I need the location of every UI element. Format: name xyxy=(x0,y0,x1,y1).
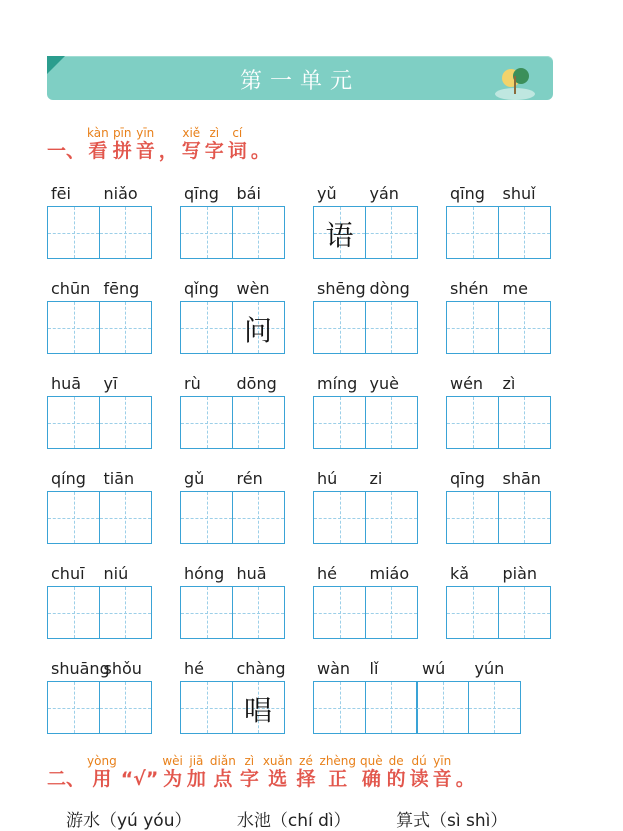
pinyin-syllable: wú xyxy=(422,659,446,678)
heading-hanzi: 看 xyxy=(88,140,108,162)
heading-hanzi: 字 xyxy=(204,140,224,162)
heading-pinyin: dú xyxy=(411,754,427,768)
pinyin-syllable: me xyxy=(502,279,528,298)
pinyin-syllable: yán xyxy=(369,184,399,203)
pinyin-syllable: qīng xyxy=(184,184,219,203)
character-box-group xyxy=(313,491,416,544)
character-box[interactable] xyxy=(446,301,499,354)
pinyin-label-group xyxy=(446,279,551,299)
character-box[interactable] xyxy=(365,396,418,449)
pinyin-label-group xyxy=(313,184,418,204)
pinyin-label-group xyxy=(180,469,285,489)
heading-pinyin: zé xyxy=(299,754,313,768)
tree-icon xyxy=(495,64,535,100)
heading-hanzi: 字 xyxy=(239,768,259,790)
heading-hanzi: 词 xyxy=(227,140,247,162)
pinyin-syllable: yǔ xyxy=(317,184,337,203)
pinyin-syllable: tiān xyxy=(103,469,135,488)
heading-hanzi: 确 xyxy=(361,768,381,790)
heading-hanzi: 。 xyxy=(455,768,475,790)
character-box-group xyxy=(313,301,416,354)
pinyin-syllable: chūn xyxy=(51,279,91,298)
heading-pinyin: zì xyxy=(244,754,255,768)
character-box[interactable] xyxy=(180,396,233,449)
character-box[interactable] xyxy=(365,301,418,354)
heading-char xyxy=(187,754,206,790)
pinyin-label-group xyxy=(313,279,418,299)
unit-banner xyxy=(47,56,553,100)
character-box-group xyxy=(313,206,416,259)
pinyin-syllable: huā xyxy=(236,564,267,583)
character-box[interactable] xyxy=(468,681,521,734)
pinyin-label-group xyxy=(180,659,285,679)
character-box[interactable] xyxy=(446,586,499,639)
heading-char xyxy=(205,126,224,162)
heading-hanzi: 拼 xyxy=(112,140,132,162)
character-box[interactable] xyxy=(47,491,100,544)
character-box[interactable] xyxy=(99,491,152,544)
pinyin-syllable: hóng xyxy=(184,564,225,583)
heading-char xyxy=(297,754,316,790)
character-box[interactable] xyxy=(99,586,152,639)
pinyin-syllable: shuāng xyxy=(51,659,110,678)
character-box[interactable] xyxy=(232,301,285,354)
character-box-group xyxy=(180,301,283,354)
heading-char xyxy=(87,754,117,790)
heading-hanzi: 写 xyxy=(181,140,201,162)
pinyin-syllable: rén xyxy=(236,469,263,488)
character: 唱 xyxy=(243,694,272,727)
heading-char xyxy=(113,126,132,162)
pinyin-syllable: niú xyxy=(103,564,129,583)
character-box[interactable] xyxy=(180,586,233,639)
heading-pinyin: xiě xyxy=(182,126,201,140)
heading-pinyin: zì xyxy=(209,126,220,140)
pinyin-syllable: dòng xyxy=(369,279,410,298)
character-box[interactable] xyxy=(47,586,100,639)
character-box-group xyxy=(313,586,416,639)
pinyin-syllable: lǐ xyxy=(369,659,379,678)
pinyin-syllable: niǎo xyxy=(103,184,138,203)
pinyin-syllable: piàn xyxy=(502,564,538,583)
choice-item-3[interactable]: 算式（sì shì） xyxy=(396,811,508,831)
character-box[interactable] xyxy=(47,396,100,449)
character: 语 xyxy=(325,219,354,252)
character-box-group xyxy=(446,586,549,639)
heading-hanzi: 为 xyxy=(163,768,183,790)
pinyin-syllable: míng xyxy=(317,374,358,393)
character-box[interactable] xyxy=(313,396,366,449)
pinyin-syllable: yī xyxy=(103,374,118,393)
pinyin-syllable: qǐng xyxy=(184,279,219,298)
pinyin-syllable: wén xyxy=(450,374,484,393)
character-box[interactable] xyxy=(232,586,285,639)
pinyin-syllable: fēng xyxy=(103,279,140,298)
pinyin-syllable: zi xyxy=(369,469,383,488)
heading-hanzi: 读 xyxy=(409,768,429,790)
character-box[interactable] xyxy=(99,681,152,734)
character: 问 xyxy=(243,314,272,347)
pinyin-label-group xyxy=(313,374,418,394)
heading-char xyxy=(121,754,159,790)
heading-char xyxy=(320,754,357,790)
heading-char xyxy=(410,754,429,790)
pinyin-label-group xyxy=(180,184,285,204)
pinyin-syllable: yún xyxy=(474,659,505,678)
pinyin-syllable: shān xyxy=(502,469,541,488)
heading-pinyin: yòng xyxy=(87,754,117,768)
pinyin-label-group xyxy=(47,659,152,679)
pinyin-label-group xyxy=(313,659,523,679)
pronunciation-choices xyxy=(66,806,547,831)
heading-char xyxy=(456,754,475,790)
pinyin-syllable: hú xyxy=(317,469,338,488)
heading-pinyin: xuǎn xyxy=(262,754,293,768)
character-box[interactable] xyxy=(365,491,418,544)
character-box[interactable] xyxy=(47,681,100,734)
heading-char xyxy=(263,754,293,790)
pinyin-label-group xyxy=(47,564,152,584)
character-box[interactable] xyxy=(99,301,152,354)
pinyin-syllable: shuǐ xyxy=(502,184,536,203)
heading-pinyin: diǎn xyxy=(209,754,236,768)
pinyin-syllable: qīng xyxy=(450,184,485,203)
character-box[interactable] xyxy=(232,681,285,734)
character-box[interactable] xyxy=(232,396,285,449)
pinyin-syllable: hé xyxy=(184,659,204,678)
heading-char xyxy=(433,754,452,790)
choice-item-2[interactable]: 水池（chí dì） xyxy=(236,811,351,831)
heading-hanzi: 。 xyxy=(250,140,270,162)
character-box[interactable] xyxy=(498,491,551,544)
character-box[interactable] xyxy=(47,206,100,259)
character-box[interactable] xyxy=(446,206,499,259)
character-box-group xyxy=(180,206,283,259)
character-box[interactable] xyxy=(232,491,285,544)
pinyin-label-group xyxy=(446,469,551,489)
pinyin-syllable: rù xyxy=(184,374,201,393)
pinyin-syllable: kǎ xyxy=(450,564,470,583)
character-box-group xyxy=(180,396,283,449)
unit-title: 第一单元 xyxy=(239,69,360,94)
character-box[interactable] xyxy=(313,301,366,354)
pinyin-label-group xyxy=(313,469,418,489)
pinyin-syllable: zì xyxy=(502,374,516,393)
heading-char xyxy=(240,754,259,790)
heading-hanzi: 加 xyxy=(186,768,206,790)
heading-hanzi: 的 xyxy=(386,768,406,790)
pinyin-syllable: chàng xyxy=(236,659,286,678)
character-box-group xyxy=(313,396,416,449)
heading-char xyxy=(182,126,201,162)
heading-char xyxy=(87,126,109,162)
character-box-group xyxy=(180,491,283,544)
heading-pinyin: de xyxy=(388,754,404,768)
character-box[interactable] xyxy=(365,681,418,734)
heading-char xyxy=(136,126,155,162)
heading-pinyin: kàn xyxy=(87,126,109,140)
character-box-group xyxy=(47,681,150,734)
heading-hanzi: “√” xyxy=(120,768,159,790)
heading-pinyin: yīn xyxy=(136,126,155,140)
heading-pinyin: cí xyxy=(232,126,243,140)
character-box-group xyxy=(47,206,150,259)
heading-char xyxy=(159,126,178,162)
heading-char xyxy=(210,754,236,790)
character-box[interactable] xyxy=(313,586,366,639)
pinyin-syllable: miáo xyxy=(369,564,410,583)
character-box[interactable] xyxy=(232,206,285,259)
character-box[interactable] xyxy=(180,491,233,544)
heading-hanzi: 择 xyxy=(296,768,316,790)
character-box-group xyxy=(47,301,150,354)
pinyin-label-group xyxy=(47,469,152,489)
character-box[interactable] xyxy=(99,206,152,259)
character-box-group xyxy=(47,491,150,544)
pinyin-syllable: shēng xyxy=(317,279,366,298)
heading-hanzi: 选 xyxy=(268,768,288,790)
character-box-group xyxy=(47,396,150,449)
pinyin-label-group xyxy=(180,564,285,584)
character-box-group xyxy=(180,586,283,639)
character-box[interactable] xyxy=(498,586,551,639)
heading-char xyxy=(251,126,270,162)
character-box[interactable] xyxy=(446,491,499,544)
pinyin-syllable: shén xyxy=(450,279,489,298)
character-box-group xyxy=(446,491,549,544)
character-box[interactable] xyxy=(498,396,551,449)
pinyin-syllable: wàn xyxy=(317,659,351,678)
heading-pinyin: wèi xyxy=(162,754,183,768)
pinyin-syllable: bái xyxy=(236,184,261,203)
choice-item-1[interactable]: 游水（yú yóu） xyxy=(66,811,192,831)
heading-pinyin: pīn xyxy=(112,126,132,140)
heading-char xyxy=(228,126,247,162)
character-box[interactable] xyxy=(446,396,499,449)
character-box-group xyxy=(446,206,549,259)
character-box[interactable] xyxy=(416,681,469,734)
pinyin-label-group xyxy=(446,374,551,394)
character-box[interactable] xyxy=(99,396,152,449)
heading-hanzi: 音 xyxy=(432,768,452,790)
character-box-group xyxy=(313,681,519,734)
banner-corner xyxy=(47,56,65,74)
pinyin-label-group xyxy=(446,564,551,584)
heading-pinyin: jiā xyxy=(189,754,204,768)
pinyin-syllable: dōng xyxy=(236,374,277,393)
pinyin-label-group xyxy=(313,564,418,584)
heading-hanzi: 正 xyxy=(328,768,348,790)
pinyin-syllable: shǒu xyxy=(103,659,142,678)
character-box-group xyxy=(446,301,549,354)
heading-char xyxy=(387,754,406,790)
character-box[interactable] xyxy=(365,586,418,639)
pinyin-syllable: gǔ xyxy=(184,469,205,488)
character-box[interactable] xyxy=(498,206,551,259)
character-box-group xyxy=(47,586,150,639)
character-box[interactable] xyxy=(47,301,100,354)
character-box[interactable] xyxy=(498,301,551,354)
heading-hanzi: 用 xyxy=(92,768,112,790)
pinyin-label-group xyxy=(446,184,551,204)
heading-pinyin: zhèng xyxy=(319,754,357,768)
heading-pinyin: yīn xyxy=(433,754,452,768)
heading-hanzi: 点 xyxy=(213,768,233,790)
pinyin-syllable: yuè xyxy=(369,374,399,393)
pinyin-syllable: qíng xyxy=(51,469,86,488)
character-box[interactable] xyxy=(365,206,418,259)
pinyin-syllable: wèn xyxy=(236,279,270,298)
character-box-group xyxy=(180,681,283,734)
heading-pinyin: què xyxy=(360,754,383,768)
character-box[interactable] xyxy=(180,206,233,259)
pinyin-label-group xyxy=(47,279,152,299)
section-2-number: 二、 xyxy=(47,768,86,790)
section-1-heading xyxy=(47,126,272,162)
pinyin-label-group xyxy=(47,374,152,394)
pinyin-syllable: huā xyxy=(51,374,82,393)
heading-hanzi: 音 xyxy=(135,140,155,162)
pinyin-syllable: hé xyxy=(317,564,337,583)
pinyin-syllable: fēi xyxy=(51,184,71,203)
pinyin-syllable: chuī xyxy=(51,564,85,583)
character-box[interactable] xyxy=(180,301,233,354)
section-2-heading xyxy=(47,754,477,790)
character-box-group xyxy=(446,396,549,449)
heading-char xyxy=(162,754,183,790)
character-box[interactable] xyxy=(313,681,366,734)
pinyin-syllable: qīng xyxy=(450,469,485,488)
character-box[interactable] xyxy=(313,491,366,544)
heading-char xyxy=(360,754,383,790)
pinyin-label-group xyxy=(180,374,285,394)
heading-hanzi: ， xyxy=(158,140,178,162)
section-1-number: 一、 xyxy=(47,140,86,162)
character-box[interactable] xyxy=(313,206,366,259)
character-box[interactable] xyxy=(180,681,233,734)
pinyin-label-group xyxy=(180,279,285,299)
pinyin-label-group xyxy=(47,184,152,204)
